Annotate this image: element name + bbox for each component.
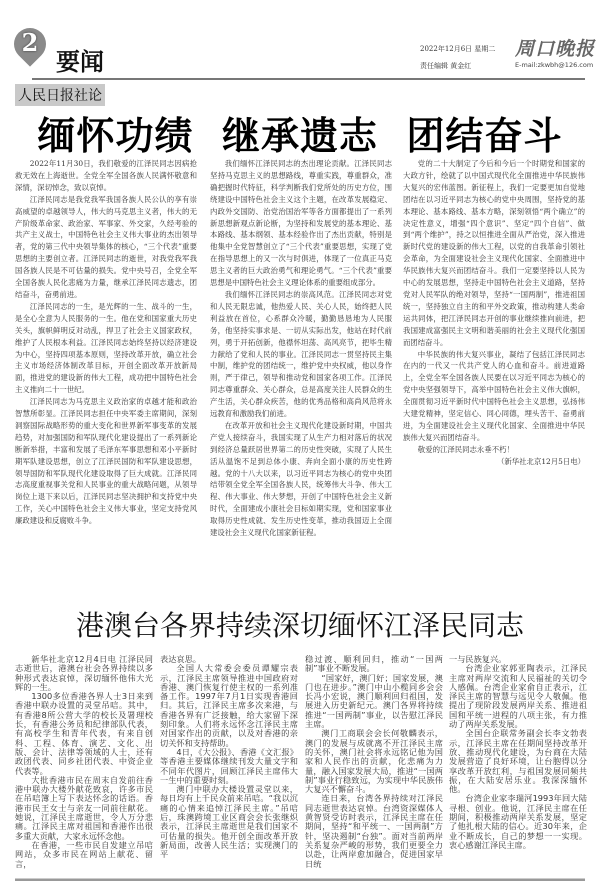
editorial-column-3 (403, 158, 585, 590)
contact-email: E-mail:zkwbh@126.com (515, 61, 594, 69)
paragraph: 稳过渡、顺利回归，推动“一国两制”事业不断发展。 (305, 654, 443, 674)
editorial-kicker: 人民日报社论 (15, 84, 105, 106)
article-column-3 (305, 655, 443, 869)
paragraph: 连日来，台湾各界持续对江泽民同志逝世表达哀悼。台湾资深媒体人黄智贤受访时表示，江泽民主席在任期间，坚持“和平统一、一国两制”方针，坚决遏制“台独”。面对当前两岸关系复杂严峻的形势，我们更要全力以赴，让两岸愈加融合，促进国家早日统 (305, 793, 443, 869)
paragraph: 敬爱的江泽民同志永垂不朽！ (417, 444, 514, 454)
article-column-1 (15, 655, 153, 869)
paragraph: 江泽民同志的一生，是光辉的一生、战斗的一生，是全心全意为人民服务的一生。他在党和国家重大历史关头，旗帜鲜明反对动乱，捍卫了社会主义国家政权，维护了人民根本利益。江泽民同志始终坚持以经济建设为中心，坚持四项基本原则，坚持改革开放，确立社会主义市场经济体制改革目标，开创全面改革开放新局面，推进党的建设新的伟大工程，成功把中国特色社会主义推向二十一世纪。 (15, 301, 197, 395)
responsible-editor: 责任编辑 黄金红 (420, 62, 472, 70)
paragraph: 表达哀思。 (160, 654, 201, 664)
paragraph: 1300多位香港各界人士3日来到香港中联办设置的灵堂吊唁。其中，有香港8所公营大学的校长及署理校长，有香港公务员和纪律部队代表，有高校学生和青年代表，有来自创科、工程、体育、演艺、文化、出版、会计、法律等领域的人士，还有政团代表、同乡社团代表、中资企业代表等。 (15, 691, 153, 776)
header-divider (32, 78, 585, 80)
paragraph: 4日，《大公报》、香港《文汇报》等香港主要媒体继续刊发大量文字和不同年代图片，回顾江泽民主席伟大一生中的重要时刻。 (160, 746, 298, 785)
editorial-column-2 (210, 158, 392, 590)
paragraph: 新华社北京12月4日电 江泽民同志逝世后，港澳台社会各界持续以多种形式表达哀悼，深切缅怀他伟大光辉的一生。 (15, 654, 153, 692)
paragraph: 大批香港市民在周末自发前往香港中联办大楼外献花致哀，许多市民在吊唁簿上写下表达怀念的话语。香港市民王女士与亲友一同前往献花。她说，江泽民主席逝世，令人万分悲痛。江泽民主席对祖国和香港作出很多重大贡献，大家永远怀念他。 (15, 774, 153, 841)
paragraph: 在香港，一些市民自发建立吊唁网站，众多市民在网站上献花、留言， (15, 839, 153, 869)
paragraph: 中华民族的伟大复兴事业，凝结了包括江泽民同志在内的一代又一代共产党人的心血和奋斗。前进道路上，全党全军全国各族人民要在以习近平同志为核心的党中央坚强领导下，高举中国特色社会主义伟大旗帜，全面贯彻习近平新时代中国特色社会主义思想，弘扬伟大建党精神，坚定信心、同心同德，埋头苦干、奋勇前进，为全面建设社会主义现代化国家、全面推进中华民族伟大复兴而团结奋斗。 (403, 349, 585, 442)
paragraph: 全国台企联常务副会长李文勃表示，江泽民主席在任期间坚持改革开放、推动现代化建设，为台商在大陆发展营造了良好环境，让台胞得以分享改革开放红利，与祖国发展同频共振，在大陆安居乐业。我深深缅怀他。 (449, 728, 587, 795)
paragraph: 我们缅怀江泽民同志的崇高风范。江泽民同志对党和人民无限忠诚，他热爱人民、关心人民，始终把人民利益放在首位，心系群众冷暖，勤勤恳恳地为人民服务，他坚持实事求是、一切从实际出发，他站在时代前列，勇于开拓创新，他襟怀坦荡、高风亮节，把毕生精力献给了党和人民的事业。江泽民同志一贯坚持民主集中制，维护党的团结统一，维护党中央权威，他以身作则，严于律己，领导和推动党和国家各项工作。江泽民同志尊重群众、关心群众，总是高度关注人民群众的生产生活，关心群众疾苦，他的优秀品格和高尚风范将永远教育和激励我们前进。 (210, 289, 392, 419)
page-number: 2 (21, 28, 39, 57)
footer-divider (15, 878, 585, 881)
paragraph: 澳门中联办大楼设置灵堂以来，每日均有上千民众前来吊唁。“我以沉痛的心情来追悼江泽民主席。”吊唁后，珠澳跨境工业区商会会长张继炽表示，江泽民主席逝世是我们国家不可估量的损失。他开创全面改革开放新局面，改善人民生活；实现澳门的平 (160, 784, 298, 860)
paragraph: 2022年11月30日，我们敬爱的江泽民同志因病抢救无效在上海逝世。全党全军全国各族人民满怀敬意和深情，深切悼念，致以哀悼。 (15, 159, 197, 192)
newspaper-logo: 周口晚报 (515, 38, 596, 60)
editorial-credit: （新华社北京12月5日电） (496, 456, 585, 466)
paragraph: 台湾企业家郭亚陶表示，江泽民主席对两岸交流和人民福祉的关切令人感佩。台湾企业家俞自正表示，江泽民主席的智慧与远见令人敬佩。他提出了现阶段发展两岸关系、推进祖国和平统一进程的八项主张，有力推动了两岸关系发展。 (449, 663, 587, 730)
paragraph: 党的二十大制定了今后和今后一个时期党和国家的大政方针，绘就了以中国式现代化全面推进中华民族伟大复兴的宏伟蓝图。新征程上，我们一定要更加自觉地团结在以习近平同志为核心的党中央周围，坚持党的基本理论、基本路线、基本方略，深刻领悟“两个确立”的决定性意义，增强“四个意识”、坚定“四个自信”、做到“两个维护”，持之以恒推进全面从严治党，深入推进新时代党的建设新的伟大工程，以党的自我革命引领社会革命，为全面建设社会主义现代化国家、全面推进中华民族伟大复兴而团结奋斗。我们一定要坚持以人民为中心的发展思想，坚持走中国特色社会主义道路，坚持党对人民军队的绝对领导，坚持“一国两制”，推进祖国统一，坚持独立自主的和平外交政策，推动构建人类命运共同体，把江泽民同志开创的事业继续推向前进，把我国建成富强民主文明和谐美丽的社会主义现代化强国而团结奋斗。 (403, 159, 585, 347)
paragraph: 在改革开放和社会主义现代化建设新时期，中国共产党人接续奋斗，我国实现了从生产力相对落后的状况到经济总量跃居世界第二的历史性突破，实现了人民生活从温饱不足到总体小康、奔向全面小康的历史性跨越。党的十八大以来，以习近平同志为核心的党中央团结带领全党全军全国各族人民，统筹伟大斗争、伟大工程、伟大事业、伟大梦想，开创了中国特色社会主义新时代，全面建成小康社会目标如期实现，党和国家事业取得历史性成就、发生历史性变革，推动我国迈上全面建设社会主义现代化国家新征程。 (210, 420, 392, 538)
editorial-headline: 缅怀功绩 继承遗志 团结奋斗 (37, 113, 563, 158)
editorial-column-1 (15, 158, 197, 590)
paragraph: 我们缅怀江泽民同志的杰出理论贡献。江泽民同志坚持马克思主义的思想路线，尊重实践，尊重群众，准确把握时代特征，科学判断我们党所处的历史方位，围绕建设中国特色社会主义这个主题，在改革发展稳定、内政外交国防、治党治国治军等各方面都提出了一系列新思想新观点新论断，为坚持和发展党的基本理论、基本路线、基本纲领、基本经验作出了杰出贡献，特别是他集中全党智慧创立了“三个代表”重要思想，实现了党在指导思想上的又一次与时俱进，体现了一位真正马克思主义者的巨大政治勇气和理论勇气。“三个代表”重要思想是中国特色社会主义理论体系的重要组成部分。 (210, 159, 392, 288)
article-headline: 港澳台各界持续深切缅怀江泽民同志 (75, 609, 524, 642)
paragraph: 全国人大常委会委员谭耀宗表示，江泽民主席领导推进中国政府对香港、澳门恢复行使主权的一系列准备工作。1997年7月1日实现香港回归。其后，江泽民主席多次来港，与香港各界有广泛接触，给大家留下深刻印象。人们将永远怀念江泽民主席对国家作出的贡献，以及对香港的亲切关怀和支持帮助。 (160, 663, 298, 748)
section-title: 要闻 (56, 47, 104, 76)
paragraph: “国家好，澳门好；国家发展，澳门也在进步。”澳门中山小榄同乡会会长冯小宏说，澳门顺利回归祖国，发展进入历史新纪元。澳门各界将持续推进“一国两制”事业，以告慰江泽民主席。 (305, 672, 443, 730)
paragraph: 江泽民同志是我党我军我国各族人民公认的享有崇高威望的卓越领导人，伟大的马克思主义者，伟大的无产阶级革命家、政治家、军事家、外交家，久经考验的共产主义战士，中国特色社会主义伟大事业的杰出领导者，党的第三代中央领导集体的核心，“三个代表”重要思想的主要创立者。江泽民同志的逝世，对我党我军我国各族人民是不可估量的损失。党中央号召，全党全军全国各族人民化悲痛为力量，继承江泽民同志遗志，团结奋斗，奋勇前进。 (15, 194, 197, 299)
article-column-2 (160, 655, 298, 860)
issue-date: 2022年12月6日 星期二 (420, 45, 496, 53)
paragraph: 台湾企业家李瑞河1993年回大陆寻根、创业。他说，江泽民主席在任期间，积极推动两岸关系发展，坚定了他扎根大陆的信心。近30年来，企业不断成长，自己的梦想一一实现。衷心感谢江泽民主席。 (449, 793, 587, 850)
article-column-4 (449, 655, 587, 850)
paragraph: 江泽民同志为马克思主义政治家的卓越才能和政治智慧所彰显。江泽民同志担任中央军委主席期间，深刻洞察国际战略形势的重大变化和世界新军事变革的发展趋势，对加强国防和军队现代化建设提出了一系列新论断新举措，丰富和发展了毛泽东军事思想和邓小平新时期军队建设思想，创立了江泽民国防和军队建设思想，领导国防和军队现代化建设取得了巨大成就。江泽民同志高度重视事关党和人民事业的重大战略问题，从领导岗位上退下来以后，江泽民同志坚决拥护和支持党中央工作，关心中国特色社会主义伟大事业，坚定支持党风廉政建设和反腐败斗争。 (15, 397, 197, 526)
paragraph: 一与民族复兴。 (449, 654, 507, 664)
paragraph: 澳门工商联会会长何敬麟表示，澳门的发展与成就离不开江泽民主席的关怀，澳门社会将永远铭记他为国家和人民作出的贡献，化悲痛为力量，融入国家发展大局，推进“一国两制”事业行稳致远，为实现中华民族伟大复兴不懈奋斗。 (305, 728, 443, 795)
